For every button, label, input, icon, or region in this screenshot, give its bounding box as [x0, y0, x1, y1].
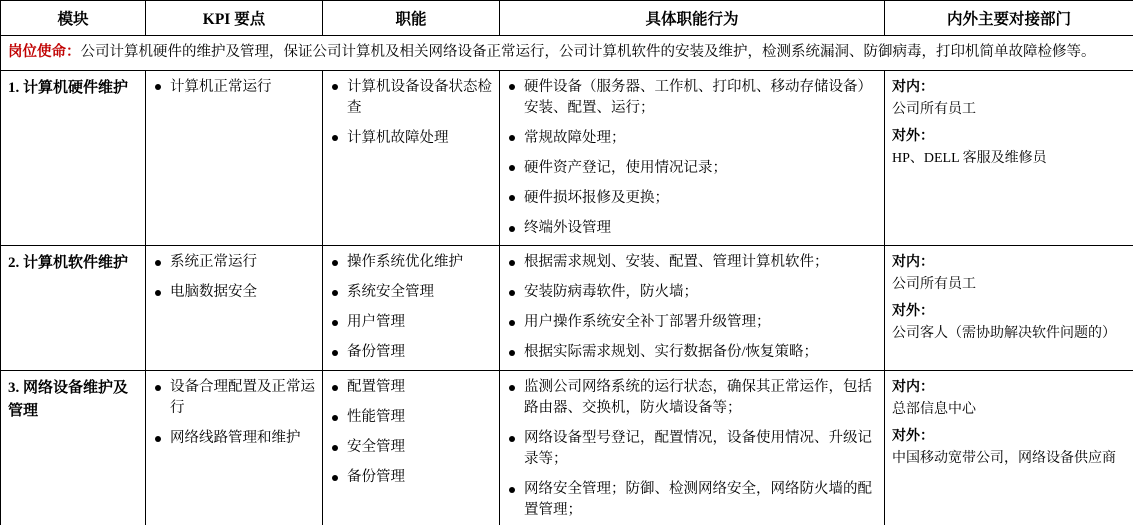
table-row	[1, 70, 1133, 245]
department-cell	[885, 245, 1133, 370]
list-item: 网络线路管理和维护	[153, 428, 315, 449]
mission-row	[1, 36, 1133, 71]
column-header-behavior: 具体职能行为	[500, 1, 885, 36]
mission-text: 公司计算机硬件的维护及管理，保证公司计算机及相关网络设备正常运行，公司计算机软件的安装及维护，检测系统漏洞、防御病毒，打印机简单故障检修等。	[80, 44, 1096, 60]
list-item: 根据实际需求规划、实行数据备份/恢复策略；	[507, 342, 877, 363]
column-header-kpi: KPI 要点	[146, 1, 323, 36]
list-item: 计算机故障处理	[330, 128, 492, 149]
module-name: 3. 网络设备维护及管理	[1, 370, 146, 525]
kpi-list	[153, 252, 315, 303]
department-internal-value: 公司所有员工	[892, 276, 976, 292]
department-internal-label: 对内：	[892, 79, 934, 95]
department-external-label: 对外：	[892, 128, 934, 144]
list-item: 用户管理	[330, 312, 492, 333]
column-header-module: 模块	[1, 1, 146, 36]
list-item: 网络安全管理；防御、检测网络安全，网络防火墙的配置管理；	[507, 479, 877, 521]
behavior-cell	[500, 245, 885, 370]
behavior-list	[507, 377, 877, 521]
kpi-cell	[146, 245, 323, 370]
mission-cell	[1, 36, 1133, 71]
table-header-row	[1, 1, 1133, 36]
list-item: 操作系统优化维护	[330, 252, 492, 273]
department-internal-label: 对内：	[892, 254, 934, 270]
department-external-value: 公司客人（需协助解决软件问题的）	[892, 325, 1116, 341]
behavior-list	[507, 252, 877, 363]
department-external-label: 对外：	[892, 303, 934, 319]
list-item: 备份管理	[330, 467, 492, 488]
kpi-list	[153, 377, 315, 449]
list-item: 计算机设备设备状态检查	[330, 77, 492, 119]
module-name: 2. 计算机软件维护	[1, 245, 146, 370]
column-header-department: 内外主要对接部门	[885, 1, 1133, 36]
table-body	[1, 36, 1133, 525]
module-name: 1. 计算机硬件维护	[1, 70, 146, 245]
list-item: 计算机正常运行	[153, 77, 315, 98]
department-external-value: 中国移动宽带公司，网络设备供应商	[892, 450, 1116, 466]
department-internal-value: 公司所有员工	[892, 101, 976, 117]
kpi-list	[153, 77, 315, 98]
behavior-cell	[500, 70, 885, 245]
function-cell	[323, 245, 500, 370]
department-external-label: 对外：	[892, 428, 934, 444]
department-cell	[885, 370, 1133, 525]
function-list	[330, 252, 492, 363]
function-cell	[323, 370, 500, 525]
list-item: 性能管理	[330, 407, 492, 428]
kpi-cell	[146, 370, 323, 525]
department-external-value: HP、DELL 客服及维修员	[892, 150, 1047, 166]
department-internal-value: 总部信息中心	[892, 401, 976, 417]
table-row	[1, 245, 1133, 370]
list-item: 系统正常运行	[153, 252, 315, 273]
list-item: 硬件损坏报修及更换；	[507, 188, 877, 209]
behavior-list	[507, 77, 877, 239]
list-item: 用户操作系统安全补丁部署升级管理；	[507, 312, 877, 333]
list-item: 备份管理	[330, 342, 492, 363]
list-item: 硬件资产登记，使用情况记录；	[507, 158, 877, 179]
list-item: 安装防病毒软件，防火墙；	[507, 282, 877, 303]
department-cell	[885, 70, 1133, 245]
behavior-cell	[500, 370, 885, 525]
function-list	[330, 77, 492, 149]
list-item: 电脑数据安全	[153, 282, 315, 303]
list-item: 监测公司网络系统的运行状态，确保其正常运作，包括路由器、交换机，防火墙设备等；	[507, 377, 877, 419]
list-item: 配置管理	[330, 377, 492, 398]
function-list	[330, 377, 492, 488]
column-header-function: 职能	[323, 1, 500, 36]
department-internal-label: 对内：	[892, 379, 934, 395]
list-item: 终端外设管理	[507, 218, 877, 239]
function-cell	[323, 70, 500, 245]
list-item: 硬件设备（服务器、工作机、打印机、移动存储设备）安装、配置、运行；	[507, 77, 877, 119]
list-item: 根据需求规划、安装、配置、管理计算机软件；	[507, 252, 877, 273]
list-item: 安全管理	[330, 437, 492, 458]
kpi-cell	[146, 70, 323, 245]
list-item: 系统安全管理	[330, 282, 492, 303]
table-header	[1, 1, 1133, 36]
table-row	[1, 370, 1133, 525]
list-item: 常规故障处理；	[507, 128, 877, 149]
mission-label: 岗位使命：	[8, 44, 81, 60]
list-item: 网络设备型号登记，配置情况，设备使用情况、升级记录等；	[507, 428, 877, 470]
list-item: 设备合理配置及正常运行	[153, 377, 315, 419]
